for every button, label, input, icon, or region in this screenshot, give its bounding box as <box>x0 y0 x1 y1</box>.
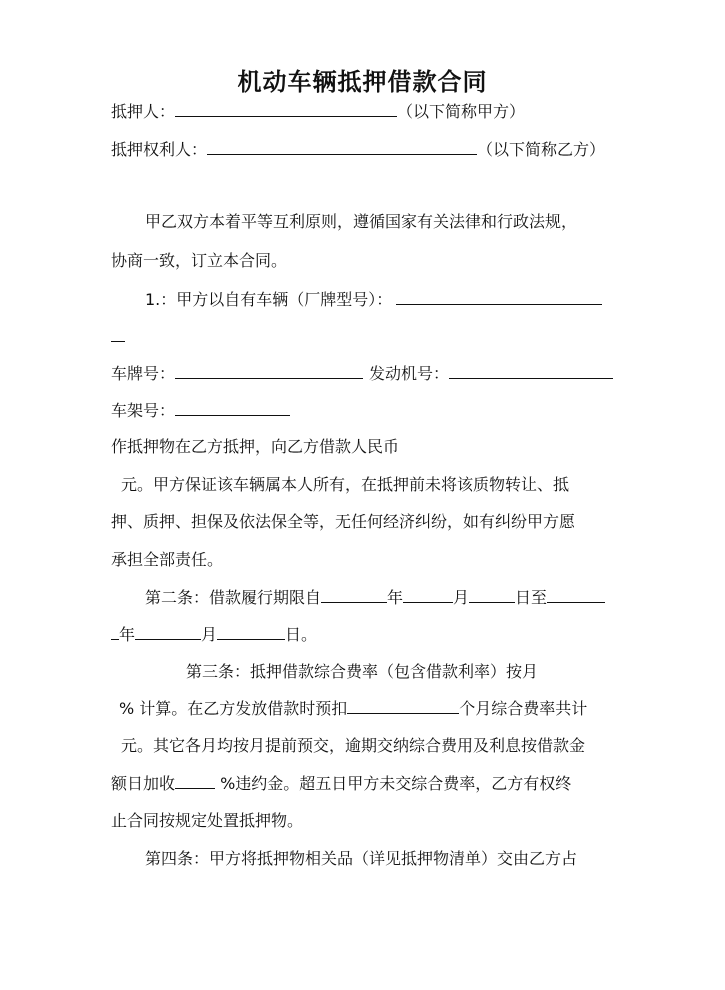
frame-label: 车架号： <box>111 401 176 420</box>
party-b-blank <box>207 140 477 155</box>
clause3-line-5: 止合同按规定处置抵押物。 <box>111 811 304 830</box>
penalty-rate-blank <box>175 774 215 789</box>
intro-line-2: 协商一致，订立本合同。 <box>111 251 288 270</box>
end-year-blank <box>547 588 605 603</box>
end-day-label: 日。 <box>285 625 318 644</box>
vehicle-model-blank <box>396 290 602 305</box>
clause2-prefix: 第二条：借款履行期限自 <box>145 588 322 607</box>
end-year-blank-tail <box>111 625 119 640</box>
clause3-rate-text: % 计算。在乙方发放借款时预扣 <box>119 699 348 718</box>
start-year-blank <box>321 588 387 603</box>
clause3-total-text: 个月综合费率共计 <box>459 699 588 718</box>
start-day-blank <box>469 588 515 603</box>
day-to-label: 日至 <box>515 588 548 607</box>
start-year-label: 年 <box>387 588 404 607</box>
engine-blank <box>449 364 613 379</box>
start-month-label: 月 <box>453 588 470 607</box>
clause1-body-1: 作抵押物在乙方抵押，向乙方借款人民币 <box>111 437 400 456</box>
party-a-blank <box>175 102 397 117</box>
intro-line-1: 甲乙双方本着平等互利原则，遵循国家有关法律和行政法规， <box>145 212 578 231</box>
party-b-note: （以下简称乙方） <box>477 140 606 159</box>
clause1-body-3: 押、质押、担保及依法保全等，无任何经济纠纷，如有纠纷甲方愿 <box>111 512 576 531</box>
end-year-label: 年 <box>119 625 136 644</box>
clause3-line-3: 元。其它各月均按月提前预交，逾期交纳综合费用及利息按借款金 <box>121 736 586 755</box>
party-b-label: 抵押权利人： <box>111 140 208 159</box>
party-b-line <box>111 139 605 161</box>
party-a-label: 抵押人： <box>111 102 176 121</box>
engine-label: 发动机号： <box>369 364 450 383</box>
plate-engine-line <box>111 363 613 385</box>
clause3-line-4 <box>111 773 571 795</box>
clause2-line-1 <box>145 587 605 609</box>
party-a-line <box>111 101 525 123</box>
vehicle-model-blank-cont <box>111 326 125 348</box>
clause1-lead-line <box>145 289 602 311</box>
clause1-body-2: 元。甲方保证该车辆属本人所有，在抵押前未将该质物转让、抵 <box>121 475 570 494</box>
plate-label: 车牌号： <box>111 364 176 383</box>
clause3-line-2 <box>119 698 587 720</box>
end-month-blank <box>135 625 201 640</box>
document-title: 机动车辆抵押借款合同 <box>237 68 488 96</box>
clause1-lead: 1.：甲方以自有车辆（厂牌型号）： <box>145 290 393 309</box>
clause3-daily-text: 额日加收 <box>111 774 176 793</box>
end-day-blank <box>217 625 285 640</box>
plate-blank <box>175 364 363 379</box>
party-a-note: （以下简称甲方） <box>397 102 526 121</box>
prepaid-months-blank <box>347 699 459 714</box>
end-month-label: 月 <box>201 625 218 644</box>
vehicle-model-blank-tail <box>111 327 125 342</box>
clause2-line-2 <box>111 624 317 646</box>
frame-line <box>111 400 290 422</box>
frame-blank <box>175 401 290 416</box>
start-month-blank <box>403 588 453 603</box>
clause1-body-4: 承担全部责任。 <box>111 550 224 569</box>
clause4-line: 第四条：甲方将抵押物相关品（详见抵押物清单）交由乙方占 <box>145 849 578 868</box>
clause3-penalty-text: %违约金。超五日甲方未交综合费率，乙方有权终 <box>215 774 572 793</box>
clause3-line-1: 第三条：抵押借款综合费率（包含借款利率）按月 <box>186 662 539 681</box>
